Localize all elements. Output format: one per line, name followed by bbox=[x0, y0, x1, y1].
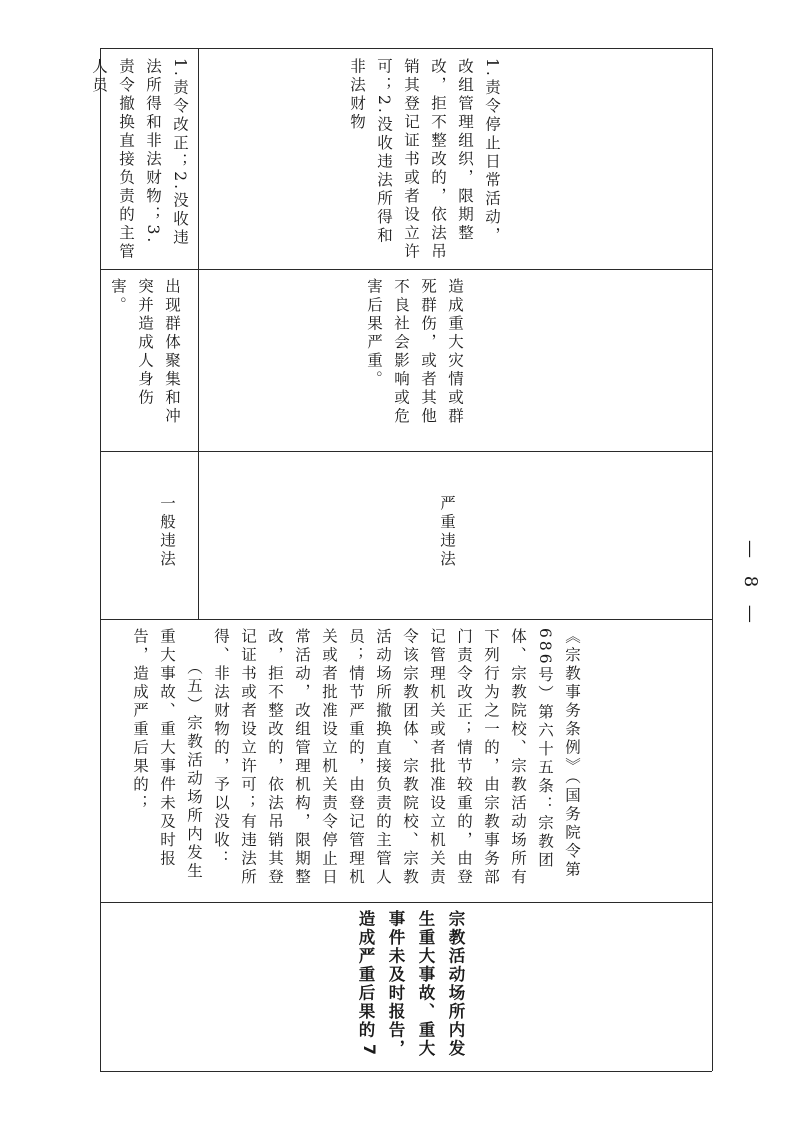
divider-level-rows bbox=[198, 48, 199, 619]
divider-level-circumstance bbox=[100, 451, 712, 452]
table-border-bottom bbox=[100, 1071, 712, 1072]
divider-basis-level bbox=[100, 619, 712, 620]
page-number: — 8 — bbox=[740, 540, 761, 629]
table-border-right bbox=[712, 48, 713, 1071]
legal-basis-clause: （五）宗教活动场所内发生重大事故、重大事件未及时报告，造成严重后果的； bbox=[131, 628, 203, 881]
penalty-general: 1.责令改正；2.没收违法所得和非法财物；3.责令撤换直接负责的主管人员 bbox=[90, 58, 189, 262]
divider-item-basis bbox=[100, 902, 712, 903]
violation-item: 宗教活动场所内发生重大事故、重大事件未及时报告，造成严重后果的 bbox=[356, 910, 465, 1058]
penalty-serious: 1.责令停止日常活动，改组管理组织，限期整改，拒不整改的，依法吊销其登记证书或者设立许可；2.没收违法所得和非法财物 bbox=[348, 58, 501, 262]
table-border-top bbox=[100, 48, 712, 49]
level-general: 一般违法 bbox=[158, 495, 176, 569]
divider-circumstance-penalty bbox=[100, 269, 712, 270]
legal-basis bbox=[130, 628, 585, 896]
circumstance-general: 出现群体聚集和冲突并造成人身伤害。 bbox=[109, 278, 181, 426]
level-serious: 严重违法 bbox=[438, 495, 456, 569]
legal-basis-article: 《宗教事务条例》（国务院令第686号）第六十五条：宗教团体、宗教院校、宗教活动场所有下列行为之一的，由宗教事务部门责令改正；情节较重的，由登记管理机关或者批准设立机关责令该宗教团体、宗教院校、宗教活动场所撤换直接负责的主管人员；情节严重的，由登记管理机关或者批准设立机关责令停止日常活动，改组管理机构，限期整改，拒不整改的，依法吊销其登记证书或者设立许可；有违法所得、非法财物的，予以没收： bbox=[212, 628, 581, 887]
circumstance-serious: 造成重大灾情或群死群伤，或者其他不良社会影响或危害后果严重。 bbox=[365, 278, 464, 426]
row-number: 7 bbox=[360, 1043, 380, 1056]
